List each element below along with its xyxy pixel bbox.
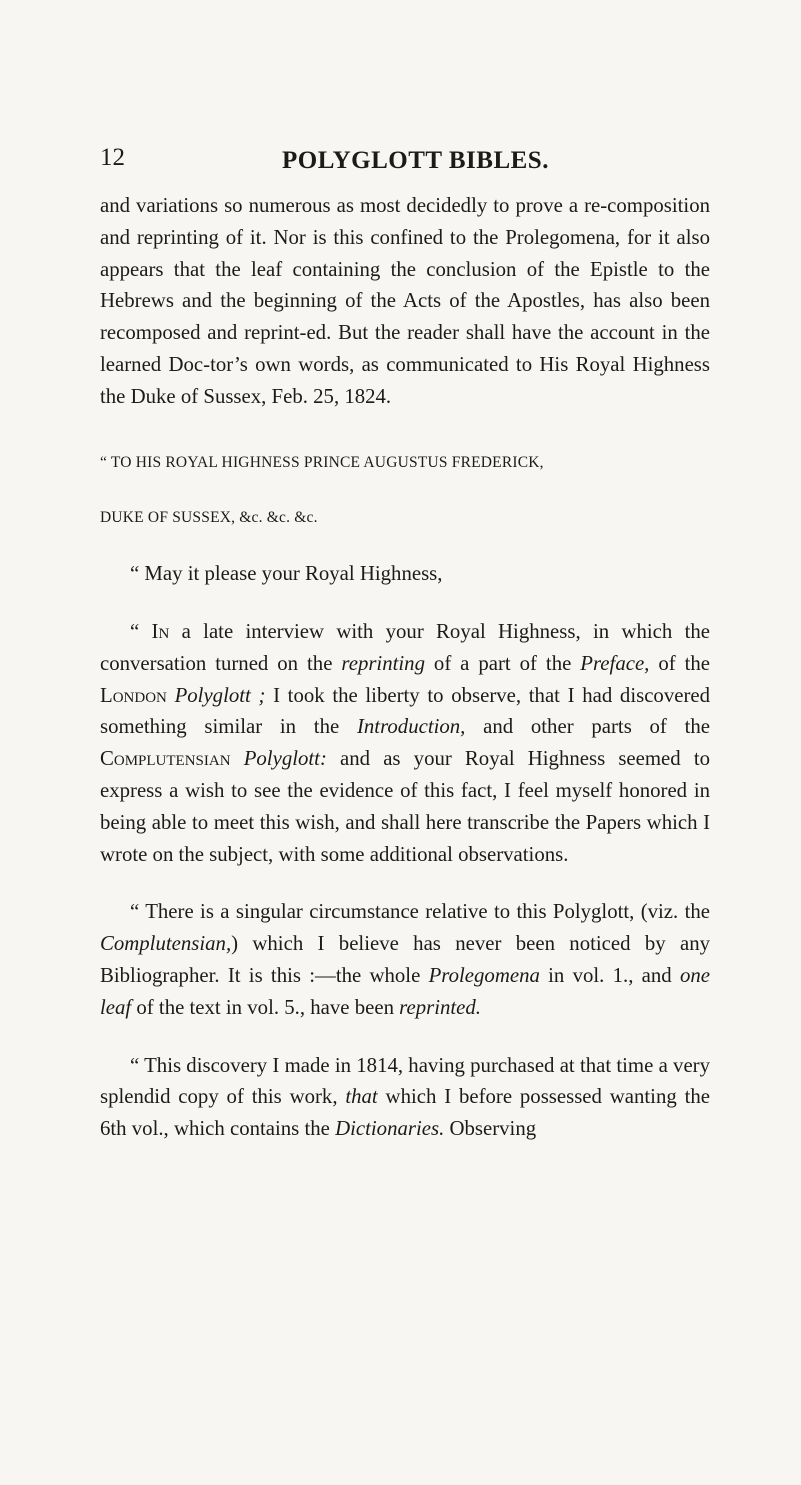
paragraph-circumstance: “ There is a singular circumstance relative to this Polyglott, (viz. the Complutensian,) which I believe has never been noticed by any Bibliographer. It is this :—the whole Prolegomena in vol. 1., and one leaf of the text in vol. 5., have been reprinted. xyxy=(100,900,711,1019)
paragraph-intro: and variations so numerous as most decidedly to prove a re-composition and reprinting of it. Nor is this confined to the Prolegomena, for it also appears that the leaf containing the conclusion of the Epistle to the Hebrews and the beginning of the Acts of the Apostles, has also been recomposed and reprint-ed. But the reader shall have the account in the learned Doc-tor’s own words, as communicated to His Royal Highness the Duke of Sussex, Feb. 25, 1824. xyxy=(100,194,710,408)
page-number: 12 xyxy=(100,144,125,171)
page-header xyxy=(0,143,801,183)
paragraph-discovery: “ This discovery I made in 1814, having purchased at that time a very splendid copy of this work, that which I before possessed wanting the 6th vol., which contains the Dictionaries. Observing xyxy=(100,1053,710,1141)
address-line-1: “ TO HIS ROYAL HIGHNESS PRINCE AUGUSTUS FREDERICK, xyxy=(100,453,544,471)
salutation: “ May it please your Royal Highness, xyxy=(130,562,443,586)
running-title: POLYGLOTT BIBLES. xyxy=(282,147,549,174)
page-body xyxy=(100,190,710,1145)
paragraph-interview: “ In a late interview with your Royal Highness, in which the conversation turned on the reprinting of a part of the Preface, of the London Polyglott ; I took the liberty to observe, that I had discovered something similar in the Introduction, and other parts of the Complutensian Polyglott: and as your Royal Highness seemed to express a wish to see the evidence of this fact, I feel myself honored in being able to meet this wish, and shall here transcribe the Papers which I wrote on the subject, with some additional observations. xyxy=(100,619,711,866)
address-line-2: DUKE OF SUSSEX, &c. &c. &c. xyxy=(100,509,318,527)
